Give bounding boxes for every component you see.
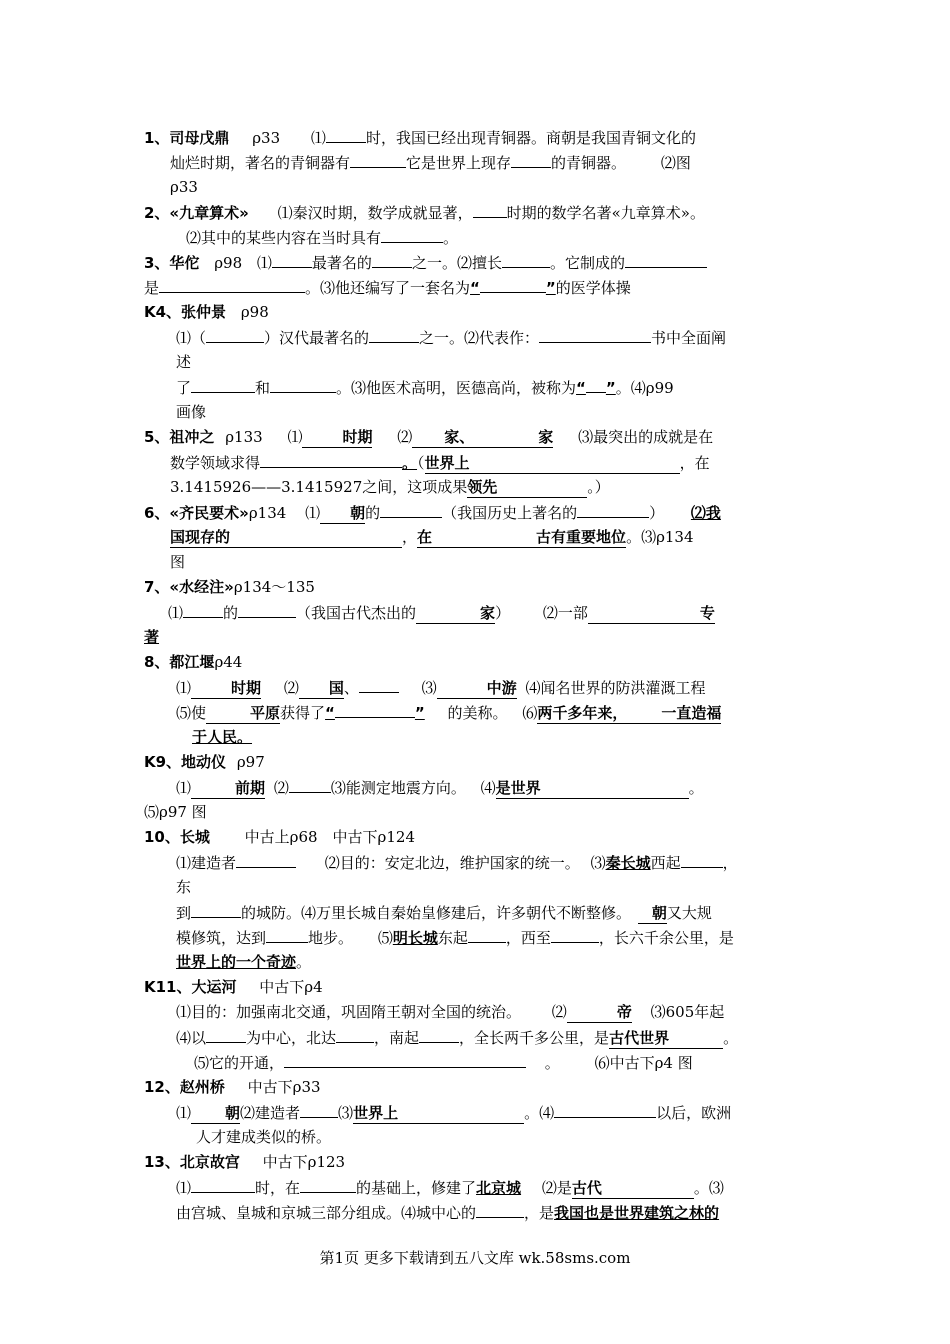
text: 的 [223, 604, 239, 622]
text: 和 [255, 379, 271, 397]
item-10-line-6 [176, 952, 311, 972]
item-11-line-4 [194, 1052, 693, 1073]
text: 我国也是世界建筑之林的 [554, 1204, 720, 1222]
text: ⑶ [590, 854, 606, 872]
blank [335, 702, 415, 718]
item-12-line-2 [176, 1102, 731, 1124]
text: 著 [144, 628, 160, 646]
text: ⑹ [522, 704, 538, 722]
page-ref: ρ133 [225, 428, 263, 446]
item-5-line-2 [170, 452, 710, 474]
text: 明长城 [392, 929, 438, 947]
item-title: 7、«水经注» [144, 578, 234, 596]
text: ，是 [524, 1204, 555, 1222]
text: 。 [296, 953, 312, 971]
item-title: 6、«齐民要术» [144, 504, 249, 522]
blank [480, 277, 546, 293]
text: 、 [343, 679, 359, 697]
page-footer: 第1页 更多下载请到五八文库 wk.58sms.com [319, 1249, 631, 1267]
text: ⑴ [176, 779, 192, 797]
text: ⑵建造者 [240, 1104, 301, 1122]
item-11-line-3 [176, 1027, 738, 1049]
answer-fill: 古代 [572, 1178, 694, 1199]
item-9-line-1 [144, 752, 265, 772]
item-9-line-2 [176, 777, 704, 799]
item-12-line-3 [196, 1127, 331, 1147]
item-2-line-2 [186, 227, 458, 248]
blank [326, 127, 366, 143]
quote: “ [470, 279, 480, 297]
text: 由宫城、皇城和京城三部分组成。⑷城中心的 [176, 1204, 477, 1222]
item-title: 3、华佗 [144, 254, 200, 272]
page-ref: 中古上ρ68 中古下ρ124 [244, 828, 416, 846]
text: ⑷闻名世界的防洪灌溉工程 [525, 679, 706, 697]
item-8-line-1 [144, 652, 242, 672]
text: ⑷以 [176, 1029, 207, 1047]
blank [381, 227, 443, 243]
answer-fill: 家 [416, 603, 495, 624]
text: 人才建成类似的桥。 [196, 1128, 332, 1146]
text: ⑵ [551, 1003, 567, 1021]
blank [159, 277, 305, 293]
page-ref: ρ44 [214, 653, 243, 671]
text: ⑴ [176, 1179, 192, 1197]
text: ⑵ [283, 679, 299, 697]
answer-fill: 是世界 [496, 778, 689, 799]
text: 东 [176, 878, 192, 896]
text: ⑴ [168, 604, 184, 622]
item-8-line-3 [176, 702, 721, 724]
text: 模修筑，达到 [176, 929, 267, 947]
answer-fill: 时期 [302, 427, 372, 448]
text: 北京城 [476, 1179, 522, 1197]
item-4-line-3 [176, 352, 191, 372]
text: ⑴秦汉时期，数学成就显著， [277, 204, 473, 222]
text: ⑴ [310, 129, 326, 147]
item-10-line-5 [176, 927, 734, 948]
blank [300, 1102, 338, 1118]
item-13-line-2 [176, 1177, 724, 1199]
blank [551, 927, 599, 943]
text: ⑴ [176, 1104, 192, 1122]
item-6-line-1 [144, 502, 721, 524]
blank [502, 252, 550, 268]
text: ，在 [679, 454, 710, 472]
blank [284, 1052, 526, 1068]
text: 之一。⑵代表作： [419, 329, 540, 347]
item-5-line-1 [144, 427, 713, 448]
text: 数学领域求得 [170, 454, 261, 472]
blank [350, 152, 406, 168]
blank [238, 602, 296, 618]
text: ⑵是 [541, 1179, 572, 1197]
text: 是 [144, 279, 160, 297]
answer-fill: 前期 [191, 778, 265, 799]
text: ⑶最突出的成就是在 [578, 428, 714, 446]
text: 时，我国已经出现青铜器。商朝是我国青铜文化的 [365, 129, 696, 147]
item-7-line-1 [144, 577, 315, 597]
text: ⑵ [397, 428, 413, 446]
text: 。⑶他医术高明，医德高尚，被称为 [336, 379, 577, 397]
blank [289, 777, 331, 793]
answer-fill: 中游 [437, 678, 517, 699]
answer-fill: 国 [299, 678, 344, 699]
blank [468, 927, 506, 943]
text: ） [649, 504, 665, 522]
blank [191, 377, 255, 393]
text: 了 [176, 379, 192, 397]
blank [336, 1027, 374, 1043]
item-6-line-3 [170, 552, 185, 572]
answer-fill: 领先 [467, 477, 587, 498]
text: 时期的数学名著«九章算术»。 [506, 204, 705, 222]
item-2-line-1 [144, 202, 705, 223]
item-title: K4、张仲景 [144, 303, 227, 321]
text: ⑶能测定地震方向。 [330, 779, 466, 797]
text: 世界上的一个奇迹 [176, 953, 297, 971]
answer-fill: 朝 [638, 903, 667, 924]
text: 到 [176, 904, 192, 922]
item-8-line-4 [192, 727, 252, 747]
text: ⑵图 [660, 154, 691, 172]
text: 的基础上，修建了 [356, 1179, 477, 1197]
text: ⑸ [377, 929, 393, 947]
blank [272, 252, 312, 268]
page-ref: ρ33 [252, 129, 281, 147]
page-ref: ρ97 [236, 753, 265, 771]
page-ref: ρ134～135 [233, 578, 315, 596]
text: ⑶ [421, 679, 437, 697]
blank [539, 327, 651, 343]
text: （我国历史上著名的 [442, 504, 578, 522]
blank [300, 1177, 356, 1193]
quote: ” [605, 379, 616, 397]
text: 获得了 [280, 704, 326, 722]
text: 图 [170, 553, 186, 571]
blank [476, 1202, 524, 1218]
quote: ” [545, 279, 556, 297]
text: 述 [176, 353, 192, 371]
text: ，西至 [505, 929, 551, 947]
text: ⑵一部 [542, 604, 588, 622]
text: 时，在 [255, 1179, 301, 1197]
answer-fill: 一直造福 [661, 704, 722, 722]
answer-fill: 两千多年来， [537, 703, 661, 724]
text: 之一。⑵擅长 [411, 254, 502, 272]
item-7-line-3 [144, 627, 159, 647]
text: 为中心，北达 [246, 1029, 337, 1047]
text: ⑸它的开通， [194, 1054, 285, 1072]
text: 最著名的 [311, 254, 372, 272]
blank [270, 377, 336, 393]
item-11-line-2 [176, 1002, 724, 1023]
item-title: 1、司母戊鼎 [144, 129, 230, 147]
blank [511, 152, 551, 168]
item-title: 2、«九章算术» [144, 204, 249, 222]
text: ⑸使 [176, 704, 207, 722]
text: 。⑶ [693, 1179, 724, 1197]
item-title: 10、长城 [144, 828, 210, 846]
item-1-line-1 [144, 127, 696, 148]
text: 的美称。 [447, 704, 508, 722]
item-3-line-2 [144, 277, 631, 298]
text: 的医学体操 [555, 279, 631, 297]
text: ⑴ [176, 679, 192, 697]
item-13-line-1 [144, 1152, 345, 1172]
item-11-line-1 [144, 977, 323, 997]
item-title: K9、地动仪 [144, 753, 227, 771]
blank [380, 502, 442, 518]
text: ⑶ [338, 1104, 354, 1122]
text: 3.1415926——3.1415927之间，这项成果 [170, 478, 468, 496]
text: 地步。 [308, 929, 354, 947]
blank [206, 327, 264, 343]
item-9-line-3 [144, 802, 207, 822]
text: 。⑷ρ99 [615, 379, 674, 397]
text: ⑵目的：安定北边，维护国家的统一。 [324, 854, 580, 872]
text: 。⑶ρ134 [626, 528, 694, 546]
answer-fill: 在 [417, 527, 536, 548]
blank [586, 377, 606, 393]
text: 它是世界上现存 [406, 154, 512, 172]
text: 又大规 [666, 904, 712, 922]
item-7-line-2 [168, 602, 715, 624]
text: ⑸ρ97 图 [144, 803, 207, 821]
answer-fill: 古代世界 [609, 1028, 723, 1049]
answer-fill: 国现存的 [170, 527, 402, 548]
text: ）汉代最著名的 [264, 329, 370, 347]
answer-fill: 平原 [206, 703, 280, 724]
answer-fill: 帝 [567, 1002, 632, 1023]
text: ⑴目的：加强南北交通，巩固隋王朝对全国的统治。 [176, 1003, 522, 1021]
text: 。 [544, 1054, 560, 1072]
blank [369, 327, 419, 343]
page-ref: ρ134 [248, 504, 287, 522]
text: 画像 [176, 403, 207, 421]
text: ，全长两千多公里，是 [459, 1029, 610, 1047]
item-10-line-4 [176, 902, 712, 924]
item-5-line-3 [170, 477, 610, 498]
text: 秦长城 [605, 854, 651, 872]
item-4-line-5 [176, 402, 206, 422]
text: 。 [723, 1029, 739, 1047]
text: 于人民。 [192, 728, 253, 746]
answer-fill: 朝 [320, 503, 365, 524]
text: ⑹中古下ρ4 图 [594, 1054, 693, 1072]
item-4-line-2 [176, 327, 726, 348]
item-4-line-4 [176, 377, 674, 398]
item-10-line-2 [176, 852, 738, 873]
answer-fill: 家、 [412, 427, 474, 448]
answer-fill: 家 [474, 427, 553, 448]
text: 以后，欧洲 [656, 1104, 732, 1122]
text: ⑵ [273, 779, 289, 797]
blank [236, 852, 296, 868]
quote: “ [576, 379, 586, 397]
page-ref: 中古下ρ33 [247, 1078, 321, 1096]
blank [554, 1102, 656, 1118]
text: ⑴ [305, 504, 321, 522]
text: ⑴建造者 [176, 854, 237, 872]
text: ，长六千余公里，是 [598, 929, 734, 947]
text: 。 [402, 454, 418, 472]
quote: “ [325, 704, 335, 722]
blank [183, 602, 223, 618]
blank [372, 252, 412, 268]
answer-fill: 时期 [191, 678, 261, 699]
item-1-line-2 [170, 152, 691, 173]
item-13-line-3 [176, 1202, 719, 1223]
item-title: 12、赵州桥 [144, 1078, 225, 1096]
item-title: K11、大运河 [144, 978, 237, 996]
page-ref: ρ98 [240, 303, 269, 321]
text: 。 [443, 229, 459, 247]
blank [260, 452, 402, 468]
text: ，南起 [374, 1029, 420, 1047]
text: ， [402, 528, 418, 546]
answer-fill: 朝 [191, 1103, 240, 1124]
blank [681, 852, 723, 868]
text: 的城防。⑷万里长城自秦始皇修建后，许多朝代不断整修。 [241, 904, 632, 922]
text: ， [722, 854, 738, 872]
item-6-line-2 [170, 527, 694, 548]
item-title: 5、祖冲之 [144, 428, 215, 446]
item-title: 13、北京故宫 [144, 1153, 240, 1171]
quote: ” [414, 704, 425, 722]
text: 。它制成的 [549, 254, 625, 272]
answer-fill: 专 [588, 603, 715, 624]
text: ⑴ [256, 254, 272, 272]
text: ⑴（ [176, 329, 207, 347]
item-12-line-1 [144, 1077, 321, 1097]
item-10-line-1 [144, 827, 415, 847]
item-4-line-1 [144, 302, 269, 322]
text: 灿烂时期，著名的青铜器有 [170, 154, 351, 172]
blank [473, 202, 507, 218]
text: 的 [365, 504, 381, 522]
text: 。 [688, 779, 704, 797]
text: （我国古代杰出的 [296, 604, 417, 622]
blank [266, 927, 308, 943]
item-8-line-2 [176, 677, 705, 699]
text: 东起 [437, 929, 468, 947]
blank [191, 902, 241, 918]
text: ⑶605年起 [650, 1003, 725, 1021]
text: 的青铜器。 [551, 154, 627, 172]
item-1-line-3 [170, 177, 198, 197]
blank [191, 1177, 255, 1193]
page-ref: 中古下ρ4 [259, 978, 323, 996]
text: 书中全面阐 [651, 329, 727, 347]
text: 。⑶他还编写了一套名为 [305, 279, 471, 297]
answer-fill: 世界上 [425, 453, 680, 474]
page-ref: 中古下ρ123 [262, 1153, 346, 1171]
blank [206, 1027, 246, 1043]
item-10-line-3 [176, 877, 191, 897]
text: ⑵我 [690, 504, 721, 522]
text: ⑴ [287, 428, 303, 446]
text: 。） [587, 478, 610, 496]
text: （ [417, 454, 425, 472]
answer-fill: 世界上 [353, 1103, 524, 1124]
blank [625, 252, 707, 268]
text: ） [495, 604, 511, 622]
text: ⑷ [480, 779, 496, 797]
blank [359, 677, 399, 693]
text: ⑵其中的某些内容在当时具有 [186, 229, 382, 247]
blank [419, 1027, 459, 1043]
text: 。⑷ [524, 1104, 555, 1122]
item-3-line-1 [144, 252, 707, 273]
blank [577, 502, 649, 518]
item-title: 8、都江堰 [144, 653, 215, 671]
answer-fill: 古有重要地位 [536, 528, 627, 546]
text: 西起 [650, 854, 681, 872]
page-ref: ρ33 [170, 178, 198, 196]
page-ref: ρ98 [214, 254, 243, 272]
